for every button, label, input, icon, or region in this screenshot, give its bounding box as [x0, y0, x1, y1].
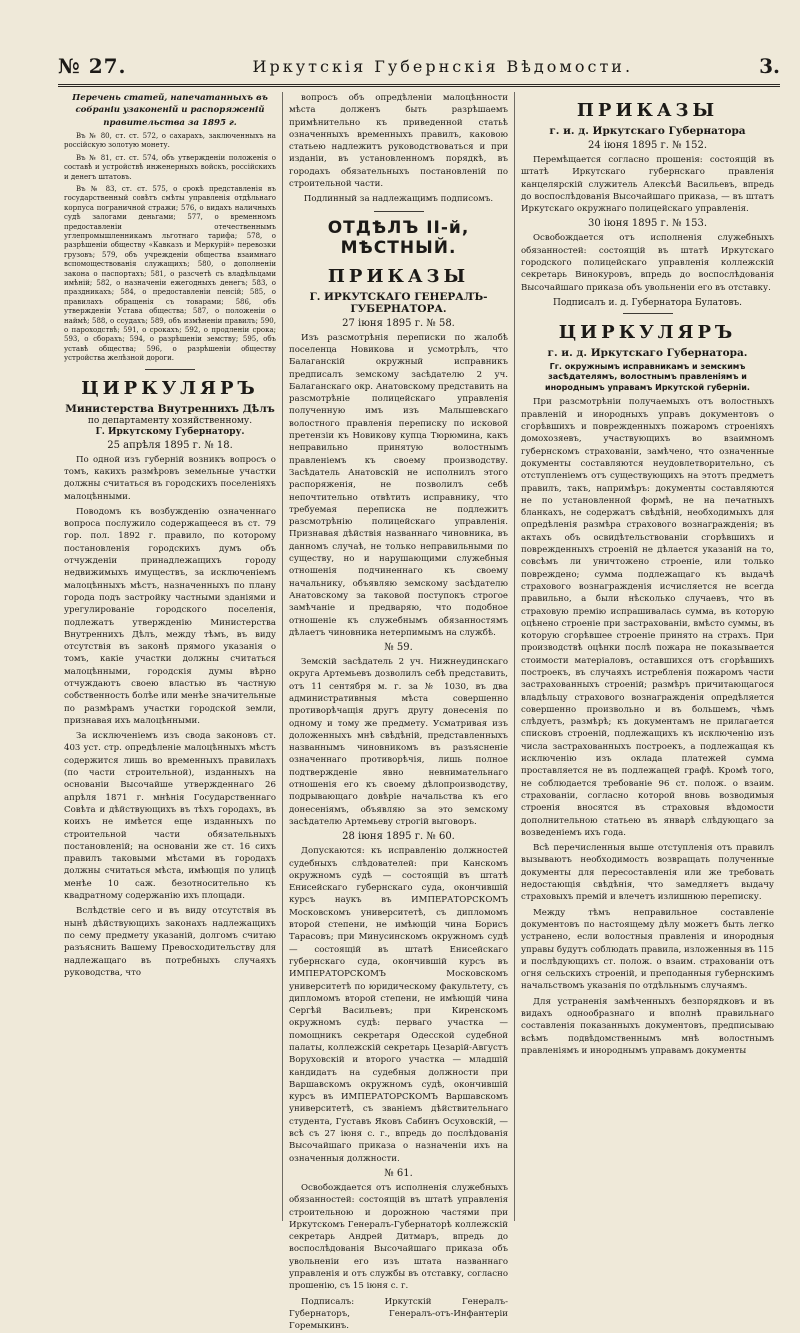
newspaper-title: Иркутскія Губернскія Вѣдомости.	[252, 56, 634, 76]
circular-continuation: вопросъ объ опредѣленіи малоцѣнности мѣста долженъ быть разрѣшаемъ примѣнительно къ приведенной статьѣ означенныхъ временныхъ правилъ, каковою статьею надлежитъ руководствоваться и при изданіи, въ установленномъ порядкѣ, въ городахъ обязательныхъ постановленій по строительной части.	[289, 93, 508, 190]
order-number: № 61.	[384, 1167, 413, 1179]
orders-heading: ПРИКАЗЫ	[576, 100, 719, 121]
circular-heading: ЦИРКУЛЯРЪ	[558, 321, 737, 343]
circular-signature: Подлинный за надлежащимъ подписомъ.	[303, 194, 494, 205]
masthead	[58, 48, 780, 87]
circular-paragraph: За исключеніемъ изъ свода законовъ ст. 403 уст. стр. опредѣленіе малоцѣнныхъ мѣстъ содержится лишь во временныхъ правилахъ (по части строительной), изданныхъ на основаніи Высочайше утвержденнаго 26 апрѣля 1871 г. мнѣнія Государственнаго Совѣта и дѣйствующихъ въ тѣхъ городахъ, въ коихъ не имѣется еще изданныхъ по строительной части обязательныхъ постановленій; на основаніи же ст. 16 сихъ правилъ таковыми мѣстами въ городахъ должны считаться мѣста, имѣющія по улицѣ менѣе 10 саж. безотносительно къ квадратному содержанію ихъ площади.	[64, 731, 276, 902]
circular-addressee: Гг. окружнымъ исправникамъ и земскимъ засѣдателямъ, волостнымъ правленіямъ и инороднымъ управамъ Иркутской губерніи.	[545, 361, 750, 392]
circular-ministry: Министерства Внутреннихъ Дѣлъ	[65, 402, 275, 415]
column-2	[283, 92, 515, 1332]
order-signature: Подписалъ и. д. Губернатора Булатовъ.	[552, 297, 743, 308]
orders-subheading: г. и. д. Иркутскаго Губернатора	[549, 125, 746, 137]
statutes-list-item: Въ № 80, ст. ст. 572, о сахарахъ, заключенныхъ на россійскую золотую монету.	[64, 131, 276, 150]
order-date: 24 іюня 1895 г. № 152.	[587, 140, 708, 151]
circular-department: по департаменту хозяйственному.	[87, 415, 253, 426]
circular-paragraph: По одной изъ губерній возникъ вопросъ о томъ, какихъ размѣровъ земельные участки должны считаться въ городскихъ поселеніяхъ малоцѣнными.	[64, 454, 276, 502]
page-number: 3.	[759, 54, 780, 78]
statutes-list-item: Въ № 81, ст. ст. 574, объ утвержденіи положенія о составѣ и устройствѣ инженерныхъ войскъ, россійскихъ и денегъ штатовъ.	[64, 153, 276, 181]
order-text: Перемѣщается согласно прошенія: состоящій въ штатѣ Иркутскаго губернскаго правленія канцелярскій служитель Алексѣй Васильевъ, впредь до воспослѣдованія Высочайшаго приказа, — въ штатъ Иркутскаго окружнаго полицейскаго управленія.	[521, 155, 774, 215]
circular-date: 25 апрѣля 1895 г. № 18.	[107, 439, 233, 451]
section-heading: ОТДѢЛЪ II-й, МѢСТНЫЙ.	[327, 217, 470, 258]
order-text: Земскій засѣдатель 2 уч. Нижнеудинскаго округа Артемьевъ дозволилъ себѣ представить, отъ 11 сентября м. г. за № 1030, въ два административныя мѣста совершенно противорѣчащія другъ другу донесенія по одному и тому же предмету. Усматривая изъ доложенныхъ мнѣ свѣдѣній, представленныхъ названнымъ чиновникомъ въ разъясненіе означеннаго противорѣчія, лишь полное подтвержденіе явно невнимательнаго отношенія его къ своему дѣлопроизводству, подрывающаго довѣріе начальства къ его донесеніямъ, объявляю за это земскому засѣдателю Артемьеву строгій выговоръ.	[289, 657, 508, 827]
divider	[623, 313, 673, 314]
circular-paragraph: Между тѣмъ неправильное составленіе документовъ по настоящему дѣлу можетъ быть легко устранено, если волостныя правленія и инородныя управы будутъ соблюдать правила, изложенныя въ 115 и послѣдующихъ ст. полож. о взаим. страхованіи отъ огня сельскихъ строеній, и преподанныя губернскимъ начальствомъ указанія по отдѣльнымъ случаямъ.	[521, 907, 774, 992]
order-signature: Подписалъ: Иркутскій Генералъ-Губернаторъ, Генералъ-отъ-Инфантеріи Горемыкинъ.	[289, 1296, 508, 1332]
order-number: № 59.	[384, 642, 413, 654]
circular-paragraph: Поводомъ къ возбужденію означеннаго вопроса послужило содержащееся въ ст. 79 гор. пол. 1892 г. правило, по которому постановленія городскихъ думъ объ отчужденіи принадлежащихъ городу недвижимыхъ имуществъ, за исключеніемъ малоцѣнныхъ мѣстъ, назначенныхъ по плану города подъ застройку частными зданіями и урегулированіе городского поселенія, подлежатъ утвержденію Министерства Внутреннихъ Дѣлъ, между тѣмъ, въ виду отсутствія въ законѣ прямого указанія о томъ, какіе участки должны считаться малоцѣнными, городскія думы вѣрно отчуждаютъ своею властью въ частную собственность болѣе или менѣе значительные по размѣрамъ участки городской земли, признавая ихъ малоцѣнными.	[64, 506, 276, 726]
circular-paragraph: При разсмотрѣніи получаемыхъ отъ волостныхъ правленій и инородныхъ управъ документовъ о сгорѣвшихъ и поврежденныхъ пожаромъ строеніяхъ домохозяевъ, участвующихъ во взаимномъ губернскомъ страхованіи, замѣчено, что означенные документы составляются неудовлетворительно, съ отступленіемъ отъ существующихъ на этотъ предметъ правилъ, такъ, напримѣръ: документы составляются не по установленной формѣ, не на печатныхъ бланкахъ, не содержатъ свѣдѣній, необходимыхъ для опредѣленія размѣра страхового вознагражденія; въ актахъ объ освидѣтельствованіи сгорѣвшихъ и поврежденныхъ строеній не дѣлается указаній на то, совсѣмъ ли уничтожено строеніе, или только повреждено; сумма подлежащаго къ выдачѣ страхового вознагражденія исчисляется не всегда правильно, а были нѣсколько случаевъ, что въ страховую премію испрашивалась сумма, въ которую оцѣнено строеніе при застрахованіи, вмѣсто суммы, въ которую сгорѣвшее строеніе принято на страхъ. При производствѣ оцѣнки послѣ пожара не показывается стоимости матеріаловъ, оставшихся отъ сгорѣвшихъ построекъ, въ случаяхъ истребленія пожаромъ части застрахованныхъ строеній; размѣръ причитающагося владѣльцу страхового вознагражденія опредѣляется совершенно произвольно и въ большемъ, чѣмъ слѣдуетъ, размѣрѣ; къ документамъ не прилагается списковъ строеній, подлежащихъ къ исключенію изъ числа застрахованныхъ построекъ, а подлежащая къ исключенію изъ оклада платежей сумма проставляется не въ подлежащей графѣ. Кромѣ того, не соблюдается требованіе 96 ст. полож. о взаим. страхованіи, согласно которой вновь возводимыя строенія вносятся въ страховыя вѣдомости дополнительною статьею въ январѣ слѣдующаго за возведеніемъ ихъ года.	[521, 397, 774, 838]
circular-paragraph: Всѣ перечисленныя выше отступленія отъ правилъ вызываютъ необходимость возвращать полученные документы для пересоставленія или же требовать недостающія свѣдѣнія, что замедляетъ выдачу страховыхъ премій и влечетъ излишнюю переписку.	[521, 843, 774, 903]
orders-heading: ПРИКАЗЫ	[327, 265, 470, 287]
circular-subheading: г. и. д. Иркутскаго Губернатора.	[547, 346, 748, 359]
divider	[145, 369, 195, 370]
divider	[374, 211, 424, 212]
column-1	[58, 92, 283, 1221]
column-3	[515, 92, 780, 1221]
columns	[58, 92, 780, 1332]
circular-paragraph: Вслѣдствіе сего и въ виду отсутствія въ нынѣ дѣйствующихъ законахъ надлежащихъ по сему предмету указаній, долгомъ считаю разъяснить Вашему Превосходительству для надлежащаго въ потребныхъ случаяхъ руководства, что	[64, 906, 276, 978]
statutes-list-title: Перечень статей, напечатанныхъ въ собраніи узаконеній и распоряженій правительства за 1895 г.	[72, 93, 268, 128]
order-date: 28 іюня 1895 г. № 60.	[342, 831, 455, 843]
order-text: Освобождается отъ исполненія служебныхъ обязанностей: состоящій въ штатѣ управленія строительною и дорожною частями при Иркутскомъ Генералъ-Губернаторѣ коллежскій секретарь Андрей Дитмаръ, впредь до воспослѣдованія Высочайшаго приказа объ увольненіи его изъ штата названнаго управленія и отъ службы въ отставку, согласно прошенію, съ 15 іюня с. г.	[289, 1182, 508, 1292]
circular-paragraph: Для устраненія замѣченныхъ безпорядковъ и въ видахъ однообразнаго и вполнѣ правильнаго составленія показанныхъ документовъ, предписываю всѣмъ подвѣдомственнымъ мнѣ волостнымъ правленіямъ и инороднымъ управамъ документы	[521, 996, 774, 1056]
order-date: 30 іюня 1895 г. № 153.	[587, 218, 708, 230]
orders-subheading: Г. ИРКУТСКАГО ГЕНЕРАЛЪ-ГУБЕРНАТОРА.	[309, 290, 488, 315]
issue-number: № 27.	[58, 54, 127, 78]
circular-heading: ЦИРКУЛЯРЪ	[81, 377, 259, 399]
order-text: Изъ разсмотрѣнія переписки по жалобѣ поселенца Новикова и усмотрѣлъ, что Балаганскій окружный исправникъ предписалъ земскому засѣдателю 2 уч. Балаганскаго окр. Анатовскому представить на разсмотрѣніе полицейскаго управленія полученную имъ изъ Малышевскаго волостного правленія переписку по исковой претензіи къ Новикову купца Тюрюмина, какъ неправильно принятую волостнымъ правленіемъ къ своему производству. Засѣдатель Анатовскій не исполнилъ этого распоряженія, не позволилъ себѣ непочтительно отвѣтить исправнику, что требуемая переписка не подлежитъ разсмотрѣнію полицейскаго управленія. Признавая дѣйствія названнаго чиновника, въ данномъ случаѣ, не только неправильными по существу, но и нарушающими служебныя отношенія подчиненнаго къ своему начальнику, объявляю земскому засѣдателю Анатовскому за таковой поступокъ строгое замѣчаніе и предваряю, что подобное отношеніе къ служебнымъ обязанностямъ дѣлаетъ чиновника нетерпимымъ на службѣ.	[289, 332, 508, 638]
circular-addressee: Г. Иркутскому Губернатору.	[95, 426, 245, 437]
order-date: 27 іюня 1895 г. № 58.	[342, 317, 455, 329]
statutes-list-item: Въ № 83, ст. ст. 575, о срокѣ представленія въ государственный совѣтъ смѣты управленія отдѣльнаго корпуса пограничной стражи; 576, о видахъ наличныхъ судѣ залогами деньгами; 577, о временномъ предоставленіи отечественнымъ углепромышленникамъ льготнаго тарифа; 578, о разрѣшеніи обществу «Кавказъ и Меркурій» перевозки грузовъ; 579, объ учрежденіи общества взаимнаго вспомоществованія служащихъ; 580, о дополненіи закона о паспортахъ; 581, о разсчетѣ съ владѣльцами имѣній; 582, о назначеніи ежегодныхъ денегъ; 583, о праздникахъ; 584, о предоставленіи пенсій; 585, о правилахъ обращенія съ товарами; 586, объ утвержденіи Устава общества; 587, о положеніи о наймѣ; 588, о ссудахъ; 589, объ измѣненіи правилъ; 590, о пароходствѣ; 591, о срокахъ; 592, о продленіи срока; 593, о сборахъ; 594, о разрѣшеніи земству; 595, объ уставѣ общества; 596, о разрѣшеніи обществу устройства желѣзной дороги.	[64, 184, 276, 363]
order-text: Допускаются: къ исправленію должностей судебныхъ слѣдователей: при Канскомъ окружномъ судѣ — состоящій въ штатѣ Енисейскаго губернскаго суда, окончившій курсъ наукъ въ ИМПЕРАТОРСКОМЪ Московскомъ университетѣ, съ дипломомъ второй степени, не имѣющій чина Борисъ Тарасовъ; при Минусинскомъ окружномъ судѣ — состоящій въ штатѣ Енисейскаго губернскаго суда, окончившій курсъ въ ИМПЕРАТОРСКОМЪ Московскомъ университетѣ по юридическому факультету, съ дипломомъ второй степени, не имѣющій чина Сергѣй Васильевъ; при Киренскомъ окружномъ судѣ: перваго участка — помощникъ секретаря Одесской судебной палаты, коллежскій секретарь Цезарій-Августъ Воруховскій и второго участка — младшій кандидатъ на судебныя должности при Варшавскомъ окружномъ судѣ, окончившій курсъ въ ИМПЕРАТОРСКОМЪ Варшавскомъ университетѣ, съ званіемъ дѣйствительнаго студента, Густавъ Яковъ Сабинъ Осуховскій, — всѣ съ 27 іюня с. г., впредь до послѣдованія Высочайшаго приказа о назначеніи ихъ на означенныя должности.	[289, 846, 508, 1164]
order-text: Освобождается отъ исполненія служебныхъ обязанностей: состоящій въ штатѣ Иркутскаго городского полицейскаго управленія коллежскій секретарь Винокуровъ, впредь до воспослѣдованія Высочайшаго приказа объ увольненіи его въ отставку.	[521, 233, 774, 293]
